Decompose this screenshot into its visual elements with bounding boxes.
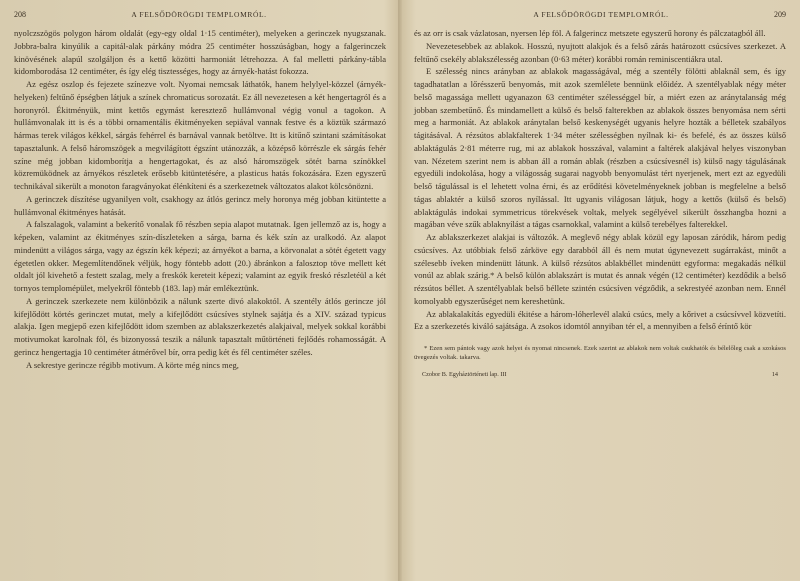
signature-line	[414, 371, 786, 378]
paragraph: A sekrestye gerincze régibb motivum. A körte még nincs meg,	[26, 359, 239, 370]
right-page	[414, 10, 786, 570]
left-page-header	[14, 10, 386, 19]
paragraph: Az egész oszlop és fejezete színezve volt. Nyomai nemcsak láthatók, hanem helylyel-közzel (árnyék-helyeken) feltűnő épségben látjuk a színek chromaticus sorozatát. Ez áll nevezetesen a két hengertagról és a horonyról. Ékitményük, mint kettős egymást keresztező hullámvonal végig vonul a tagokon. A hullámvonalak itt is és a többi ornamentális ékitményeken sepiával vannak festve és a köztük származó hármas terek világos kékkel, sárgás fehérrel és barnával vannak betöltve. Itt is kitűnő szintani számításokat tapasztalunk. A felső háromszögek a megvilágított égszínt utánozzák, a középső körrészle ek sárgás fehér színe még jobban kidomborítja a hengertagokat, és az alsó háromszögek sötét barna színökkel közremüködnek az árnyékos részletek erősebb kitüntetésére, a plasticus hatás fokozására. Ezen egyszerű technikával sikerült a monoton faragványokat élénkíteni és a szerkezetnek változatos alakot kölcsönözni.	[14, 79, 386, 191]
right-page-body	[414, 27, 786, 333]
paragraph: A falszalagok, valamint a bekerítő vonalak fő részben sepia alapot mutatnak. Igen jellemző az is, hogy a képeken, valamint az ékitményes szín-díszleteken a sárga, barna és kék szín az uralkodó. Az alapot mindenütt a világos sárga, vagy az égszín kék képezi; az árnyékot a barna, a körvonalat a sötét égetett vagy égetetlen okker. Megemlítendőnek véljük, hogy föntebb adott (20.) ábránkon a falosztop töve mellett két oldalt jól kivehető a festett szalag, mely a freskók kereteit képezi; valamint az egyik freskó részletéül a két tornyos templomépület, melyekről föntebb (183. lap) már emlékeztünk.	[14, 219, 386, 293]
left-running-title: A FELSŐDÖRÖGDI TEMPLOMRÓL.	[131, 10, 267, 19]
footnote: * Ezen sem pántok vagy azok helyei és nyomai nincsenek. Ezek szerint az ablakok nem voltak csukhatók és bélelőleg csak a szokásos üvegezés voltak. takarva.	[414, 345, 786, 362]
left-page	[14, 10, 386, 570]
paragraph: Nevezetesebbek az ablakok. Hosszú, nyujtott alakjok és a felső zárás határozott csúcsíves szerkezet. A feltűnő csekély ablakszélesség azonban (0·63 méter) korábbi román reminiscentiákra utal.	[414, 40, 786, 64]
paragraph: A gerinczek szerkezete nem különbözik a nálunk szerte divó alakoktól. A szentély átlós gerincze jól kifejlődött körtés gerinczet mutat, mely a kifejlődött csúcsíves stylnek sajátja és a XIV. század typicus alakja. Igen megjepő ezen kifejlődött idom szemben az ablakszerkezetés alakjaival, melyek sokkal korábbi motivumokat karolnak föl, és bizonyossá teszik a nálunk tapasztalt műtörténeti fejlődés rohamosságát. A gerincz hengertagja 10 centiméter átmérővel bír, orra pedig két és fél centiméter széles.	[14, 295, 386, 357]
left-page-number: 208	[14, 10, 26, 19]
right-page-header	[414, 10, 786, 19]
paragraph: nyolczszögös polygon három oldalát (egy-egy oldal 1·15 centiméter), melyeken a gerinczek nyugszanak. Jobbra-balra kinyúlik a capitál-alak párkány módra 25 centiméter hosszúságban, hogy a falgerinczek kinövésének alapúl szolgáljon és a kettő közötti harmoniát létrehozza. A fal melletti párkány-tábla kidomborodása 12 centiméter, és így elég tisztességes, hogy az árnyék-hatást fokozza.	[14, 28, 386, 77]
paragraph: és az orr is csak vázlatosan, nyersen lép föl. A falgerincz metszete egyszerű horony és pálczatagból áll.	[414, 28, 766, 38]
signature-mark: Czobor B. Egyháztörténeti lap. III	[422, 370, 507, 378]
book-gutter	[398, 0, 402, 581]
paragraph: A gerinczek díszítése ugyanilyen volt, csakhogy az átlós gerincz mely horonya még jobban kitüntette a hullámvonal ékitményes hatását.	[14, 193, 386, 217]
paragraph: Az ablakszerkezet alakjai is változók. A meglevő négy ablak közül egy laposan záródik, három pedig csúcsíves. Az utóbbiak felső zárköve egy darabból áll és nem mutat úgynevezett sugárrakást, minőt a szélesebb íveken mindenütt látunk. A külső rézsútos ablakbéllet mindenütt egyforma: megakadás nélkül vonúl az ablak szárig.* A belső külön ablakszárt is mutat és annak végén (12 centiméter) kezdődik a belső rézsútos béllet. A szentélyablak belső béllete szintén csúcsíven végződik, a sekrestyéé azonban nem. Ennél komolyabb egyszerűséget nem kereshetünk.	[414, 232, 786, 306]
right-running-title: A FELSŐDÖRÖGDI TEMPLOMRÓL.	[533, 10, 669, 19]
right-page-number: 209	[773, 10, 786, 19]
paragraph: Az ablakalakítás egyedüli ékitése a három-lóherlevél alakú csúcs, mely a kőrivet a csúcsívvel közvetíti. Ez a szerkezetés kiváló sajátsága. A zsokos idomtól annyiban tér el, a mennyiben a felső éríntő kör	[414, 308, 786, 332]
left-page-body	[14, 27, 386, 371]
footnote-divider	[414, 339, 786, 340]
signature-number: 14	[771, 370, 778, 378]
paragraph: E szélesség nincs arányban az ablakok magasságával, még a szentély fölötti ablaknál sem, és így tagadhatatlan a lőrésszerű benyomás, mit azok szemlélete bennünk előidéz. A szentélyablak négy méter belső magassága mellett ugyanazon 63 centiméter szélességgel bír, a miért ezen az aránytalanság még jobban szembetűnő. És mindamellett a külső és belső falterekben az ablakok összes benyomása nem sérti meg a harmoniát. Az ablakok aránytalan belső keskenységét ugyanis helyre hozták a bélletek szabályos tágitásával. A rézsútos ablakfalterek 1·34 méter szélességben nyílnak ki- és befelé, és az összes külső ablaktágulás 2·81 méterre rug, mi az ablakok hosszával, valamint a faltérek alakjával helyes viszonyban van. Nézetem szerint nem is abban áll a román ablak (részben a csúcsívesnél is) külső nagy tágulásának egyedüli indokolása, hogy a világosság sugarai nagyobb benyomulást tért nyerjenek, mert ezt az egyedüli belső tágulással is el lehetett volna érni, és az erődítési követelményeknek jobban is megfelelne a belső tágas ablaktér a külső szoros nyílással. Itt ugyanis világosan látjuk, hogy a kettős (külső és belső) ablaktágulás indokai symmetricus törekvések voltak, melyek segélyével sikerült összhangba hozni a magában véve szűk ablaknyílást a tágas csarnokkal, valamint a külső terebélyes falterekkel.	[414, 66, 786, 230]
